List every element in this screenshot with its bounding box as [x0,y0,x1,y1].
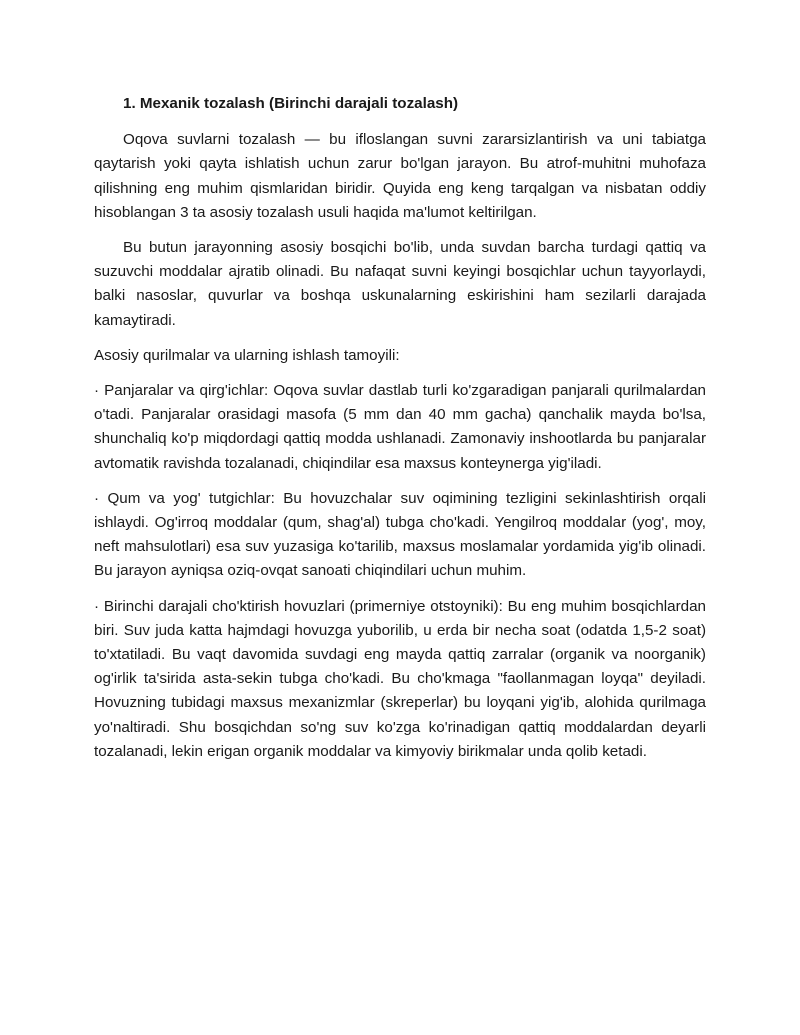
list-item: · Qum va yog' tutgichlar: Bu hovuzchalar suv oqimining tezligini sekinlashtirish orqali ishlaydi. Og'irroq moddalar (qum, shag'al) tubga cho'kadi. Yengilroq moddalar (yog', moy, neft mahsulotlari) esa suv yuzasiga ko'tarilib, maxsus moslamalar yordamida yig'ib olinadi. Bu jarayon ayniqsa oziq-ovqat sanoati chiqindilari uchun muhim. [94,489,706,580]
list-item: · Birinchi darajali cho'ktirish hovuzlari (primerniye otstoyniki): Bu eng muhim bosqichlardan biri. Suv juda katta hajmdagi hovuzga yuborilib, u erda bir necha soat (odatda 1,5-2 soat) to'xtatiladi. Bu vaqt davomida suvdagi eng mayda qattiq zarralar (organik va noorganik) og'irlik ta'sirida asta-sekin tubga cho'kadi. Bu cho'kmaga "faollanmagan loyqa" deyiladi. Hovuzning tubidagi maxsus mexanizmlar (skreperlar) bu loyqani yig'ib, alohida qurilmaga yo'naltiradi. Shu bosqichdan so'ng suv ko'zga ko'rinadigan qattiq moddalardan deyarli tozalanadi, lekin erigan organik moddalar va kimyoviy birikmalar unda qolib ketadi. [94,597,706,760]
devices-label: Asosiy qurilmalar va ularning ishlash tamoyili: [94,346,400,364]
list-item: · Panjaralar va qirg'ichlar: Oqova suvlar dastlab turli ko'zgaradigan panjarali qurilmalardan o'tadi. Panjaralar orasidagi masofa (5 mm dan 40 mm gacha) qanchalik mayda bo'lsa, shunchaliq ko'p miqdordagi qattiq modda ushlanadi. Zamonaviy inshootlarda bu panjaralar avtomatik ravishda tozalanadi, chiqindilar esa maxsus konteynerga yig'iladi. [94,382,706,472]
section-heading: 1. Mexanik tozalash (Birinchi darajali tozalash) [123,95,459,112]
main-paragraph: Bu butun jarayonning asosiy bosqichi bo'lib, unda suvdan barcha turdagi qattiq va suzuvchi moddalar ajratib olinadi. Bu nafaqat suvni keyingi bosqichlar uchun tayyorlaydi, balki nasoslar, quvurlar va boshqa uskunalarning eskirishini ham sezilarli darajada kamaytiradi. [94,239,706,329]
intro-paragraph: Oqova suvlarni tozalash — bu ifloslangan suvni zararsizlantirish va uni tabiatga qaytarish yoki qayta ishlatish uchun zarur bo'lgan jarayon. Bu atrof-muhitni muhofaza qilishning eng muhim qismlaridan biridir. Quyida eng keng tarqalgan va nisbatan oddiy hisoblangan 3 ta asosiy tozalash usuli haqida ma'lumot keltirilgan. [94,131,706,221]
